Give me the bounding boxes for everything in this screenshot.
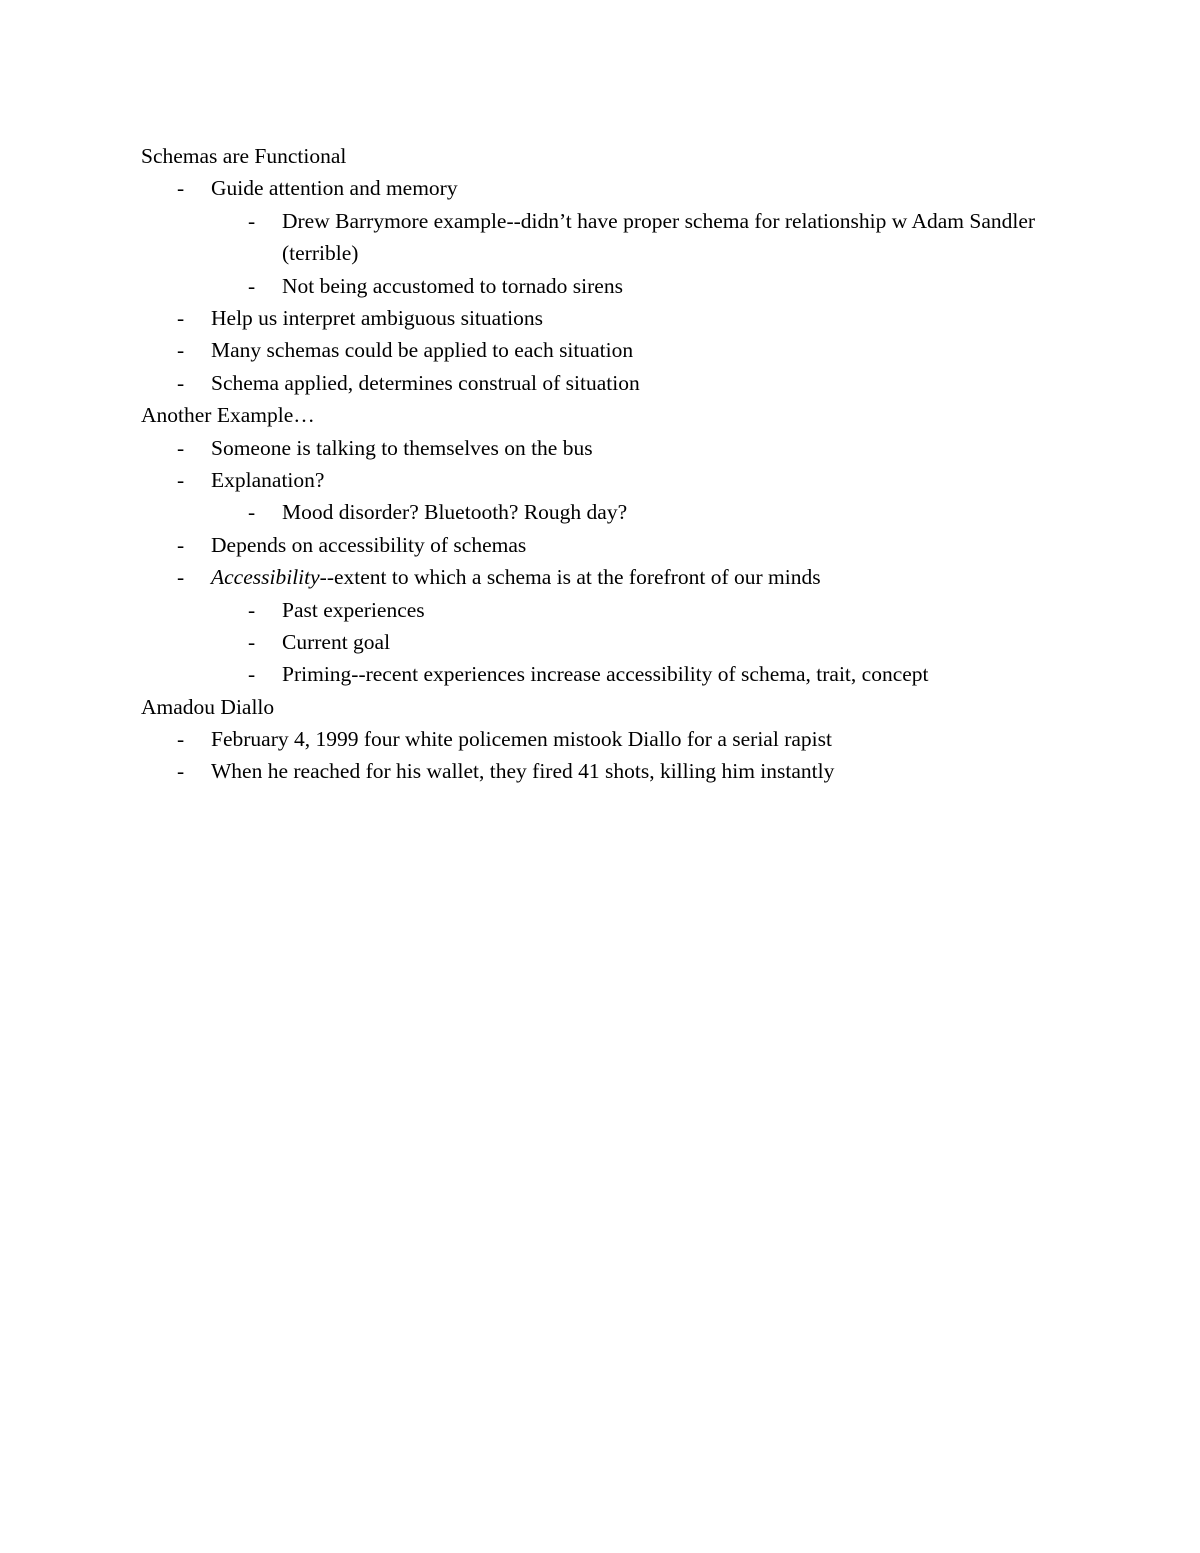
bullet-item bbox=[141, 367, 1071, 399]
bullet-text: Not being accustomed to tornado sirens bbox=[282, 273, 623, 298]
dash-bullet: - bbox=[248, 629, 256, 654]
dash-bullet: - bbox=[248, 662, 256, 687]
sub-bullet-item bbox=[141, 270, 1071, 302]
bullet-item bbox=[141, 723, 1071, 755]
bullet-text: --extent to which a schema is at the forefront of our minds bbox=[319, 565, 821, 590]
sub-bullet-item bbox=[141, 626, 1071, 658]
bullet-item bbox=[141, 755, 1071, 787]
bullet-text: When he reached for his wallet, they fired 41 shots, killing him instantly bbox=[211, 759, 835, 784]
bullet-text: Explanation? bbox=[211, 467, 325, 492]
dash-bullet: - bbox=[177, 435, 185, 460]
dash-bullet: - bbox=[177, 305, 185, 330]
bullet-text: Someone is talking to themselves on the bus bbox=[211, 435, 593, 460]
dash-bullet: - bbox=[177, 467, 185, 492]
bullet-text: February 4, 1999 four white policemen mistook Diallo for a serial rapist bbox=[211, 727, 832, 752]
bullet-text: Priming--recent experiences increase accessibility of schema, trait, concept bbox=[282, 662, 929, 687]
dash-bullet: - bbox=[177, 370, 185, 395]
section-heading: Schemas are Functional bbox=[141, 144, 347, 168]
dash-bullet: - bbox=[248, 208, 256, 233]
bullet-item bbox=[141, 302, 1071, 334]
dash-bullet: - bbox=[248, 500, 256, 525]
sub-bullet-item bbox=[141, 658, 1071, 690]
bullet-text: Guide attention and memory bbox=[211, 176, 458, 201]
notes-body bbox=[141, 140, 1071, 788]
bullet-text: Past experiences bbox=[282, 597, 425, 622]
bullet-text: Current goal bbox=[282, 629, 391, 654]
section-heading: Amadou Diallo bbox=[141, 694, 275, 719]
bullet-text: Schema applied, determines construal of situation bbox=[211, 370, 640, 395]
bullet-text: Depends on accessibility of schemas bbox=[211, 532, 527, 557]
bullet-item bbox=[141, 464, 1071, 496]
bullet-text: Mood disorder? Bluetooth? Rough day? bbox=[282, 500, 628, 525]
sub-bullet-item bbox=[141, 496, 1071, 528]
dash-bullet: - bbox=[177, 759, 185, 784]
section-heading: Another Example… bbox=[141, 403, 315, 428]
sub-bullet-item bbox=[141, 594, 1071, 626]
dash-bullet: - bbox=[248, 597, 256, 622]
dash-bullet: - bbox=[177, 338, 185, 363]
bullet-item bbox=[141, 334, 1071, 366]
dash-bullet: - bbox=[177, 176, 185, 201]
bullet-text: Help us interpret ambiguous situations bbox=[211, 305, 544, 330]
dash-bullet: - bbox=[248, 273, 256, 298]
dash-bullet: - bbox=[177, 532, 185, 557]
bullet-text: Drew Barrymore example--didn’t have proper schema for relationship w Adam Sandler (terrible) bbox=[282, 208, 1036, 266]
bullet-item bbox=[141, 561, 1071, 593]
bullet-text: Many schemas could be applied to each situation bbox=[211, 338, 634, 363]
defined-term: Accessibility bbox=[211, 565, 320, 590]
dash-bullet: - bbox=[177, 565, 185, 590]
bullet-item bbox=[141, 432, 1071, 464]
dash-bullet: - bbox=[177, 727, 185, 752]
bullet-item bbox=[141, 172, 1071, 204]
bullet-item bbox=[141, 529, 1071, 561]
sub-bullet-item bbox=[141, 205, 1071, 270]
